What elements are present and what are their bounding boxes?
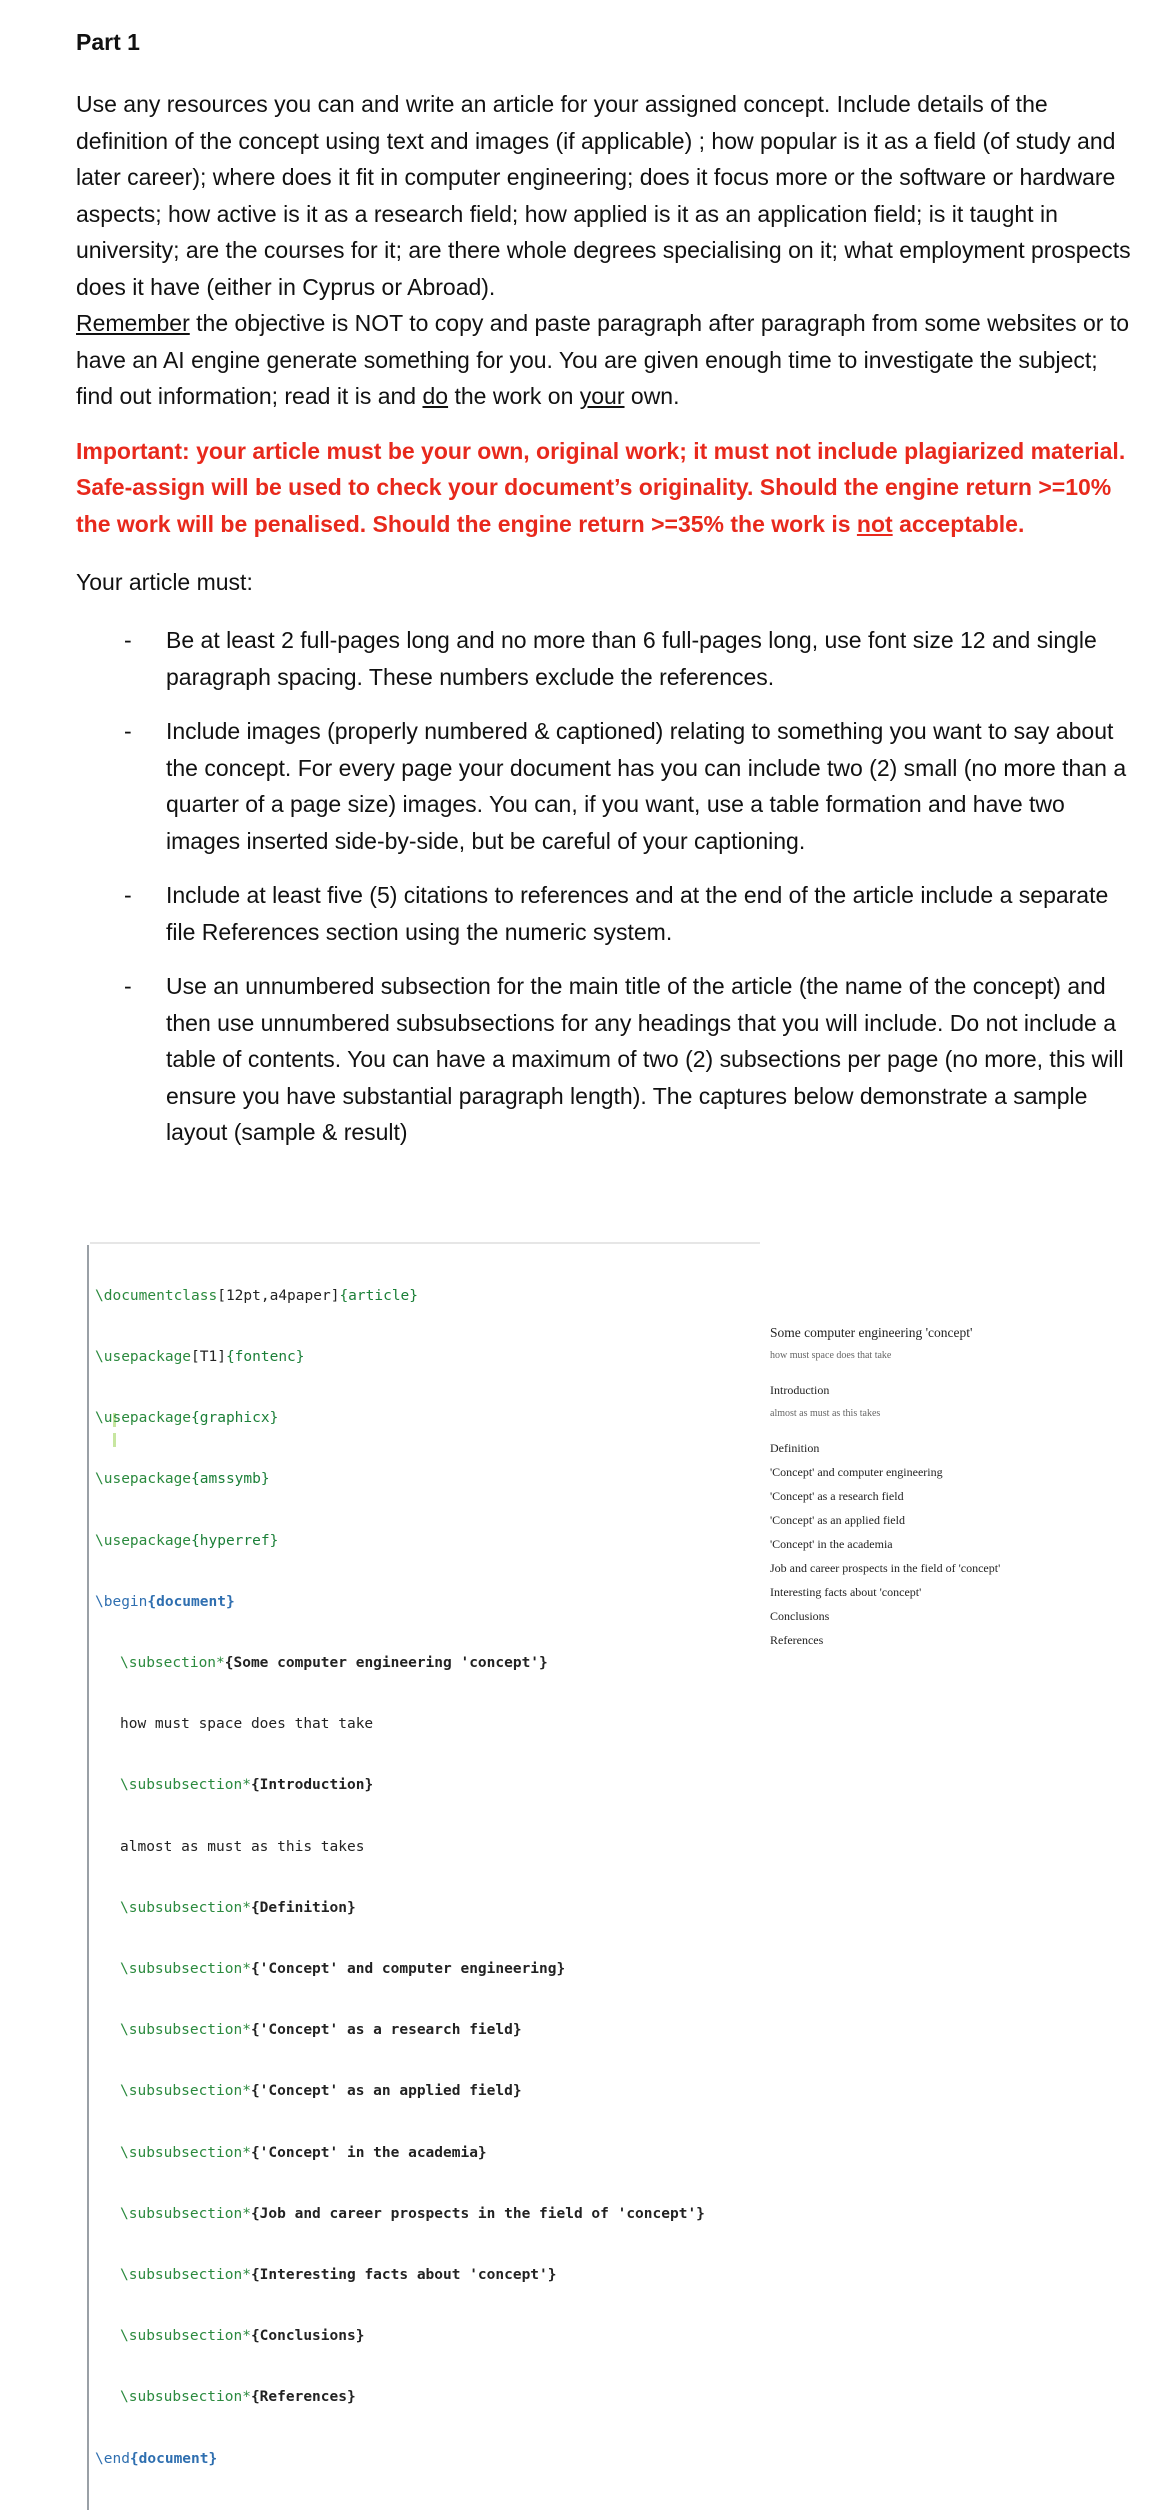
- code-line: \subsubsection*{Conclusions}: [120, 2328, 365, 2345]
- must-heading: Your article must:: [76, 569, 253, 595]
- result-heading: Introduction: [770, 1383, 830, 1397]
- intro-text-4: own.: [624, 383, 680, 409]
- code-line: \subsubsection*{Introduction}: [120, 1777, 374, 1794]
- document-page: [76, 28, 1136, 1169]
- intro-text-3: the work on: [448, 383, 580, 409]
- important-not: not: [856, 510, 893, 537]
- bullet-dash: -: [124, 627, 132, 653]
- bullet-dash: -: [124, 718, 132, 744]
- requirement-item: [76, 877, 1136, 950]
- result-heading: 'Concept' in the academia: [770, 1537, 893, 1551]
- result-heading: References: [770, 1633, 824, 1647]
- result-heading: 'Concept' and computer engineering: [770, 1465, 943, 1479]
- requirement-item: [76, 968, 1136, 1151]
- intro-paragraph: [76, 86, 1136, 415]
- result-heading: Conclusions: [770, 1609, 830, 1623]
- intro-do: do: [422, 383, 449, 409]
- important-end: acceptable.: [899, 510, 1025, 537]
- intro-text-1: Use any resources you can and write an article for your assigned concept. Include details of the definition of the concept using text and images (if applicable) ; how popular is it as a field (of study and later career); where does it fit in computer engineering; does it focus more or the software or hardware aspects; how active is it as a research field; how applied is it as an application field; is it taught in university; are the courses for it; are there whole degrees specialising on it; what employment prospects does it have (either in Cyprus or Abroad).: [76, 91, 1131, 300]
- bullet-dash: -: [124, 882, 132, 908]
- requirement-text: Be at least 2 full-pages long and no more than 6 full-pages long, use font size 12 and single paragraph spacing. These numbers exclude the references.: [166, 627, 1097, 690]
- code-line: \documentclass[12pt,a4paper]{article}: [95, 1287, 419, 1304]
- important-text: Important: your article must be your own, original work; it must not include plagiarized material. Safe-assign will be used to check your document’s originality. Should the engine return >=10% the work will be penalised. Should the engine return >=35% the work is: [76, 437, 1126, 537]
- result-body: almost as must as this takes: [770, 1408, 881, 1419]
- requirement-text: Include images (properly numbered & captioned) relating to something you want to say about the concept. For every page your document has you can include two (2) small (no more than a quarter of a page size) images. You can, if you want, use a table formation and have two images inserted side-by-side, but be careful of your captioning.: [166, 718, 1127, 854]
- result-heading: 'Concept' as an applied field: [770, 1513, 905, 1527]
- code-line: \usepackage{graphicx}: [95, 1410, 279, 1427]
- code-line: \subsubsection*{'Concept' as a research field}: [120, 2022, 522, 2039]
- requirement-text: Include at least five (5) citations to references and at the end of the article include a separate file References section using the numeric system.: [166, 882, 1109, 945]
- result-heading: 'Concept' as a research field: [770, 1489, 904, 1503]
- result-heading: Interesting facts about 'concept': [770, 1585, 922, 1599]
- code-line: \subsubsection*{References}: [120, 2389, 356, 2406]
- latex-source-code: [87, 1245, 755, 2510]
- rendered-result: [770, 1325, 1100, 1657]
- sample-layout-capture: [87, 1245, 1097, 2467]
- code-line: \subsubsection*{Job and career prospects in the field of 'concept'}: [120, 2205, 705, 2222]
- part-title: Part 1: [76, 29, 140, 55]
- code-line: \subsubsection*{'Concept' in the academia}: [120, 2144, 487, 2161]
- important-notice: [76, 433, 1136, 543]
- requirement-text: Use an unnumbered subsection for the main title of the article (the name of the concept) and then use unnumbered subsubsections for any headings that you will include. Do not include a table of contents. You can have a maximum of two (2) subsections per page (no more, this will ensure you have substantial paragraph length). The captures below demonstrate a sample layout (sample & result): [166, 973, 1124, 1145]
- result-title: Some computer engineering 'concept': [770, 1325, 973, 1340]
- requirement-item: [76, 713, 1136, 859]
- result-body: how must space does that take: [770, 1350, 892, 1361]
- code-line: \subsubsection*{Interesting facts about 'concept'}: [120, 2267, 557, 2284]
- code-line: \subsubsection*{Definition}: [120, 1899, 356, 1916]
- code-line: \subsection*{Some computer engineering 'concept'}: [120, 1655, 548, 1672]
- bullet-dash: -: [124, 973, 132, 999]
- code-line: \end{document}: [95, 2450, 218, 2467]
- requirement-item: [76, 622, 1136, 695]
- result-heading: Job and career prospects in the field of 'concept': [770, 1561, 1001, 1575]
- code-line: how must space does that take: [120, 1716, 374, 1733]
- code-line: \begin{document}: [95, 1593, 235, 1610]
- code-line: almost as must as this takes: [120, 1838, 365, 1855]
- capture-divider: [90, 1242, 760, 1244]
- code-line: \subsubsection*{'Concept' as an applied field}: [120, 2083, 522, 2100]
- intro-remember: Remember: [76, 310, 190, 336]
- code-line: \subsubsection*{'Concept' and computer engineering}: [120, 1961, 566, 1978]
- code-line: \usepackage{amssymb}: [95, 1471, 270, 1488]
- intro-your: your: [579, 383, 625, 409]
- result-heading: Definition: [770, 1441, 820, 1455]
- code-line: \usepackage[T1]{fontenc}: [95, 1349, 305, 1366]
- intro-text-2: the objective is NOT to copy and paste paragraph after paragraph from some websites or to have an AI engine generate something for you. You are given enough time to investigate the subject; find out information; read it is and: [76, 310, 1130, 409]
- code-line: \usepackage{hyperref}: [95, 1532, 279, 1549]
